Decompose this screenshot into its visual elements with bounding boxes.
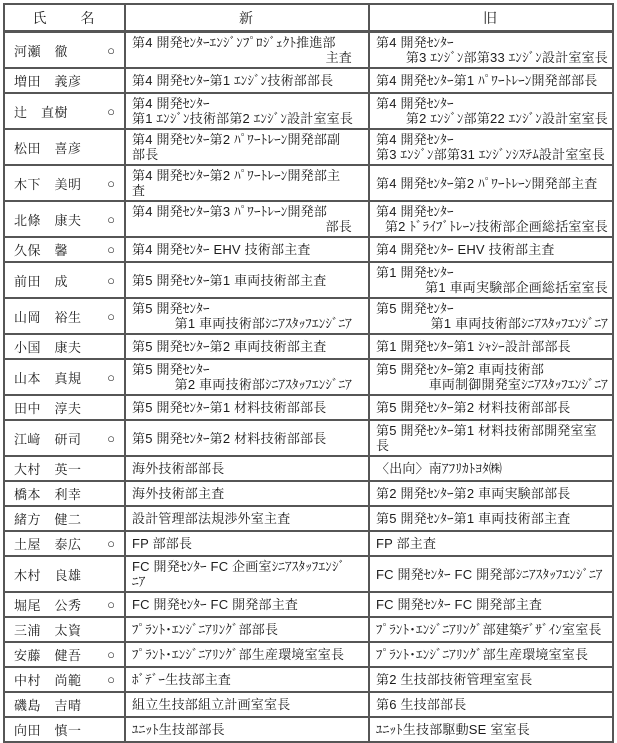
- new-position-cell: [124, 396, 368, 419]
- position-line: ﾌﾟﾗﾝﾄ･ｴﾝｼﾞﾆｱﾘﾝｸﾞ部生産環境室室長: [376, 647, 589, 662]
- position-line: 第2 車両技術部ｼﾆｱｽﾀｯﾌｴﾝｼﾞﾆｱ: [174, 377, 352, 392]
- old-position-cell: [368, 532, 612, 555]
- position-line: ﾕﾆｯﾄ生技部部長: [132, 722, 225, 737]
- promotion-circle-mark: ○: [107, 647, 115, 662]
- name-cell: [5, 94, 124, 128]
- header-label-new: 新: [239, 9, 255, 26]
- old-position-cell: [368, 69, 612, 92]
- promotion-circle-mark: ○: [107, 430, 115, 446]
- new-position-cell: [124, 643, 368, 666]
- promotion-circle-mark: ○: [107, 103, 115, 119]
- position-line: 第5 開発ｾﾝﾀｰ第1 車両技術部主査: [132, 272, 327, 288]
- name-cell: [5, 238, 124, 261]
- table-row: [5, 591, 612, 616]
- position-line: 第5 開発ｾﾝﾀｰ第2 材料技術部部長: [132, 430, 327, 446]
- old-position-cell: [368, 482, 612, 505]
- table-row: [5, 530, 612, 555]
- position-line: FP 部主査: [376, 536, 437, 551]
- name-cell: [5, 557, 124, 591]
- position-line: 第5 開発ｾﾝﾀｰ: [132, 362, 210, 377]
- position-line: 第5 開発ｾﾝﾀｰ第2 車両技術部: [376, 362, 545, 377]
- position-line: 第4 開発ｾﾝﾀｰ: [376, 35, 454, 50]
- position-line: 第2 生技部技術管理室室長: [376, 672, 533, 687]
- position-line: 第5 開発ｾﾝﾀｰ第1 材料技術部開発室室長: [376, 423, 597, 453]
- position-line: 第2 ｴﾝｼﾞﾝ部第22 ｴﾝｼﾞﾝ設計室室長: [405, 111, 608, 126]
- new-position-cell: [124, 202, 368, 236]
- position-line: 部長: [325, 219, 352, 234]
- new-position-cell: [124, 482, 368, 505]
- new-position-cell: [124, 618, 368, 641]
- table-row: [5, 297, 612, 333]
- employee-name: 辻 直樹: [14, 104, 69, 120]
- position-line: 第2 開発ｾﾝﾀｰ第2 車両実験部部長: [376, 486, 571, 501]
- employee-name: 山岡 裕生: [14, 309, 82, 325]
- name-cell: [5, 299, 124, 333]
- position-line: ﾌﾟﾗﾝﾄ･ｴﾝｼﾞﾆｱﾘﾝｸﾞ部部長: [132, 622, 279, 637]
- old-position-cell: [368, 618, 612, 641]
- header-cell-new: [124, 5, 368, 30]
- position-line: 第4 開発ｾﾝﾀｰ第2 ﾊﾟﾜｰﾄﾚｰﾝ開発部主: [132, 168, 341, 183]
- position-line: 第1 ｴﾝｼﾞﾝ技術部第2 ｴﾝｼﾞﾝ設計室室長: [132, 111, 354, 126]
- position-line: 〈出向〉南ｱﾌﾘｶﾄﾖﾀ㈱: [376, 461, 503, 476]
- new-position-cell: [124, 532, 368, 555]
- position-line: 第6 生技部部長: [376, 697, 467, 712]
- employee-name: 江﨑 研司: [14, 431, 82, 447]
- old-position-cell: [368, 668, 612, 691]
- promotion-circle-mark: ○: [107, 536, 115, 551]
- header-label-old: 旧: [483, 9, 499, 26]
- position-line: 第4 開発ｾﾝﾀｰ: [376, 96, 454, 111]
- old-position-cell: [368, 335, 612, 358]
- position-line: ﾌﾟﾗﾝﾄ･ｴﾝｼﾞﾆｱﾘﾝｸﾞ部建築ﾃﾞｻﾞｲﾝ室室長: [376, 622, 602, 637]
- employee-name: 田中 淳夫: [14, 401, 82, 416]
- position-line: 第1 開発ｾﾝﾀｰ第1 ｼｬｼｰ設計部部長: [376, 339, 571, 354]
- name-cell: [5, 618, 124, 641]
- position-line: 第4 開発ｾﾝﾀｰ第2 ﾊﾟﾜｰﾄﾚｰﾝ開発部副: [132, 132, 341, 147]
- position-line: 第1 車両実験部企画総括室室長: [425, 280, 608, 295]
- new-position-cell: [124, 238, 368, 261]
- table-row: [5, 164, 612, 200]
- position-line: 第5 開発ｾﾝﾀｰ: [376, 301, 454, 316]
- employee-name: 久保 馨: [14, 243, 69, 258]
- employee-name: 中村 尚範: [14, 673, 82, 688]
- employee-name: 大村 英一: [14, 462, 82, 477]
- table-row: [5, 455, 612, 480]
- new-position-cell: [124, 33, 368, 67]
- name-cell: [5, 643, 124, 666]
- header-cell-name: [5, 5, 124, 30]
- new-position-cell: [124, 557, 368, 591]
- position-line: 設計管理部法規渉外室主査: [132, 511, 291, 526]
- name-cell: [5, 166, 124, 200]
- position-line: 海外技術部主査: [132, 486, 225, 501]
- promotion-circle-mark: ○: [107, 672, 115, 687]
- employee-name: 三浦 太資: [14, 623, 82, 638]
- position-line: 第4 開発ｾﾝﾀｰ第1 ｴﾝｼﾞﾝ技術部部長: [132, 73, 334, 88]
- promotion-circle-mark: ○: [107, 308, 115, 324]
- employee-name: 山本 真規: [14, 370, 82, 386]
- position-line: 第4 開発ｾﾝﾀｰ第2 ﾊﾟﾜｰﾄﾚｰﾝ開発部主査: [376, 175, 598, 191]
- position-line: 組立生技部組立計画室室長: [132, 697, 291, 712]
- table-row: [5, 67, 612, 92]
- old-position-cell: [368, 202, 612, 236]
- promotion-circle-mark: ○: [107, 211, 115, 227]
- table-row: [5, 31, 612, 67]
- table-row: [5, 92, 612, 128]
- employee-name: 北條 康夫: [14, 212, 82, 228]
- personnel-change-table: [3, 3, 614, 743]
- name-cell: [5, 532, 124, 555]
- old-position-cell: [368, 507, 612, 530]
- position-line: 第1 車両技術部ｼﾆｱｽﾀｯﾌｴﾝｼﾞﾆｱ: [430, 316, 608, 331]
- position-line: 主査: [325, 50, 352, 65]
- position-line: 第4 開発ｾﾝﾀｰｴﾝｼﾞﾝﾌﾟﾛｼﾞｪｸﾄ推進部: [132, 35, 336, 50]
- old-position-cell: [368, 263, 612, 297]
- table-row: [5, 616, 612, 641]
- position-line: FC 開発ｾﾝﾀｰ FC 開発部主査: [376, 597, 543, 612]
- employee-name: 松田 喜彦: [14, 140, 82, 156]
- new-position-cell: [124, 668, 368, 691]
- new-position-cell: [124, 693, 368, 716]
- position-line: 海外技術部部長: [132, 461, 225, 476]
- new-position-cell: [124, 166, 368, 200]
- employee-name: 木村 良雄: [14, 567, 82, 583]
- promotion-circle-mark: ○: [107, 272, 115, 288]
- position-line: 第5 開発ｾﾝﾀｰ第1 材料技術部部長: [132, 400, 327, 415]
- new-position-cell: [124, 457, 368, 480]
- old-position-cell: [368, 238, 612, 261]
- employee-name: 橋本 利幸: [14, 487, 82, 502]
- promotion-circle-mark: ○: [107, 242, 115, 257]
- position-line: 査: [132, 183, 146, 198]
- old-position-cell: [368, 643, 612, 666]
- new-position-cell: [124, 593, 368, 616]
- old-position-cell: [368, 557, 612, 591]
- position-line: 第5 開発ｾﾝﾀｰ: [132, 301, 210, 316]
- employee-name: 木下 美明: [14, 176, 82, 192]
- table-row: [5, 419, 612, 455]
- position-line: FC 開発ｾﾝﾀｰ FC 企画室ｼﾆｱｽﾀｯﾌｴﾝｼﾞ: [132, 559, 346, 574]
- old-position-cell: [368, 33, 612, 67]
- promotion-circle-mark: ○: [107, 42, 115, 58]
- name-cell: [5, 668, 124, 691]
- employee-name: 堀尾 公秀: [14, 598, 82, 613]
- table-row: [5, 200, 612, 236]
- employee-name: 小国 康夫: [14, 340, 82, 355]
- table-row: [5, 505, 612, 530]
- position-line: 第4 開発ｾﾝﾀｰ EHV 技術部主査: [376, 242, 555, 257]
- promotion-circle-mark: ○: [107, 597, 115, 612]
- table-row: [5, 261, 612, 297]
- old-position-cell: [368, 457, 612, 480]
- name-cell: [5, 263, 124, 297]
- old-position-cell: [368, 130, 612, 164]
- position-line: FP 部部長: [132, 536, 193, 551]
- old-position-cell: [368, 693, 612, 716]
- position-line: 車両制御開発室ｼﾆｱｽﾀｯﾌｴﾝｼﾞﾆｱ: [428, 377, 608, 392]
- table-row: [5, 691, 612, 716]
- name-cell: [5, 130, 124, 164]
- name-cell: [5, 335, 124, 358]
- header-row: [5, 5, 612, 31]
- table-row: [5, 555, 612, 591]
- table-row: [5, 333, 612, 358]
- position-line: 第1 開発ｾﾝﾀｰ: [376, 265, 454, 280]
- new-position-cell: [124, 507, 368, 530]
- name-cell: [5, 33, 124, 67]
- employee-name: 磯島 吉晴: [14, 698, 82, 713]
- employee-name: 向田 慎一: [14, 723, 82, 738]
- old-position-cell: [368, 299, 612, 333]
- old-position-cell: [368, 421, 612, 455]
- name-cell: [5, 718, 124, 741]
- employee-name: 安藤 健吾: [14, 648, 82, 663]
- employee-name: 緒方 健二: [14, 512, 82, 527]
- new-position-cell: [124, 421, 368, 455]
- old-position-cell: [368, 166, 612, 200]
- header-label-name: 氏 名: [32, 9, 97, 26]
- new-position-cell: [124, 335, 368, 358]
- table-row: [5, 666, 612, 691]
- new-position-cell: [124, 130, 368, 164]
- new-position-cell: [124, 69, 368, 92]
- position-line: 第4 開発ｾﾝﾀｰ第1 ﾊﾟﾜｰﾄﾚｰﾝ開発部部長: [376, 73, 598, 88]
- position-line: ﾕﾆｯﾄ生技部駆動SE 室室長: [376, 722, 530, 737]
- name-cell: [5, 202, 124, 236]
- new-position-cell: [124, 94, 368, 128]
- position-line: ﾎﾞﾃﾞｰ生技部主査: [132, 672, 232, 687]
- table-row: [5, 641, 612, 666]
- table-row: [5, 128, 612, 164]
- employee-name: 前田 成: [14, 273, 69, 289]
- table-row: [5, 480, 612, 505]
- new-position-cell: [124, 718, 368, 741]
- employee-name: 土屋 泰広: [14, 537, 82, 552]
- position-line: 第5 開発ｾﾝﾀｰ第2 車両技術部主査: [132, 339, 327, 354]
- old-position-cell: [368, 396, 612, 419]
- position-line: 第4 開発ｾﾝﾀｰ: [376, 204, 454, 219]
- position-line: 第5 開発ｾﾝﾀｰ第1 車両技術部主査: [376, 511, 571, 526]
- position-line: 第2 ﾄﾞﾗｲﾌﾞﾄﾚｰﾝ技術部企画総括室室長: [384, 219, 608, 234]
- name-cell: [5, 457, 124, 480]
- name-cell: [5, 507, 124, 530]
- employee-name: 増田 義彦: [14, 74, 82, 89]
- old-position-cell: [368, 94, 612, 128]
- old-position-cell: [368, 718, 612, 741]
- position-line: 第3 ｴﾝｼﾞﾝ部第31 ｴﾝｼﾞﾝｼｽﾃﾑ設計室室長: [376, 147, 605, 162]
- position-line: 第4 開発ｾﾝﾀｰ: [376, 132, 454, 147]
- employee-name: 河瀬 徹: [14, 43, 69, 59]
- promotion-circle-mark: ○: [107, 175, 115, 191]
- position-line: 第5 開発ｾﾝﾀｰ第2 材料技術部部長: [376, 400, 571, 415]
- position-line: 第4 開発ｾﾝﾀｰ: [132, 96, 210, 111]
- table-row: [5, 394, 612, 419]
- name-cell: [5, 482, 124, 505]
- table-row: [5, 358, 612, 394]
- position-line: FC 開発ｾﾝﾀｰ FC 開発部主査: [132, 597, 299, 612]
- name-cell: [5, 396, 124, 419]
- position-line: 第4 開発ｾﾝﾀｰ EHV 技術部主査: [132, 242, 311, 257]
- old-position-cell: [368, 360, 612, 394]
- new-position-cell: [124, 360, 368, 394]
- promotion-circle-mark: ○: [107, 369, 115, 385]
- new-position-cell: [124, 299, 368, 333]
- new-position-cell: [124, 263, 368, 297]
- position-line: 第4 開発ｾﾝﾀｰ第3 ﾊﾟﾜｰﾄﾚｰﾝ開発部: [132, 204, 328, 219]
- name-cell: [5, 360, 124, 394]
- position-line: 第3 ｴﾝｼﾞﾝ部第33 ｴﾝｼﾞﾝ設計室室長: [405, 50, 608, 65]
- position-line: 第1 車両技術部ｼﾆｱｽﾀｯﾌｴﾝｼﾞﾆｱ: [174, 316, 352, 331]
- table-row: [5, 236, 612, 261]
- position-line: 部長: [132, 147, 159, 162]
- position-line: FC 開発ｾﾝﾀｰ FC 開発部ｼﾆｱｽﾀｯﾌｴﾝｼﾞﾆｱ: [376, 566, 603, 582]
- header-cell-old: [368, 5, 612, 30]
- position-line: ﾆｱ: [132, 574, 146, 589]
- name-cell: [5, 69, 124, 92]
- position-line: ﾌﾟﾗﾝﾄ･ｴﾝｼﾞﾆｱﾘﾝｸﾞ部生産環境室室長: [132, 647, 345, 662]
- old-position-cell: [368, 593, 612, 616]
- name-cell: [5, 421, 124, 455]
- name-cell: [5, 593, 124, 616]
- name-cell: [5, 693, 124, 716]
